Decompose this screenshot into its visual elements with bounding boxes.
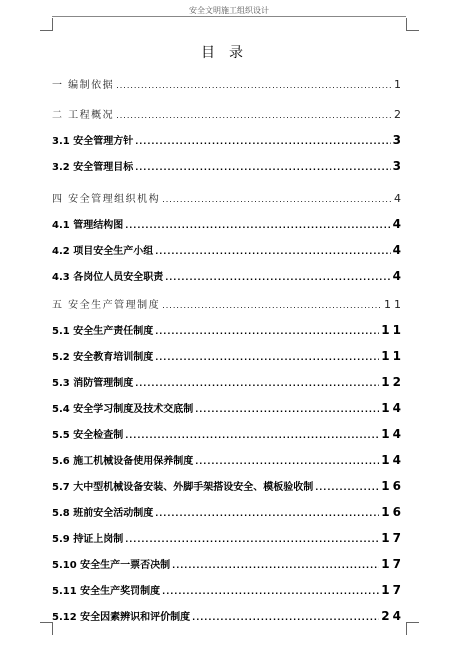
toc-leader-dots (155, 247, 390, 256)
toc-entry-page-number: 11 (381, 349, 404, 363)
toc-entry-label: 5.10 安全生产一票否决制 (52, 560, 171, 571)
toc-entry[interactable] (52, 216, 404, 231)
toc-leader-dots (155, 327, 379, 336)
toc-entry-page-number: 14 (381, 453, 404, 467)
toc-entry[interactable] (52, 242, 404, 257)
toc-entry-page-number: 3 (392, 159, 404, 173)
toc-leader-dots (195, 405, 379, 414)
toc-entry-label: 3.2 安全管理目标 (52, 162, 134, 173)
toc-leader-dots (162, 195, 392, 204)
toc-entry-label: 5.1 安全生产责任制度 (52, 326, 154, 337)
toc-leader-dots (162, 301, 382, 310)
toc-entry[interactable] (52, 608, 404, 623)
toc-entry[interactable] (52, 426, 404, 441)
toc-entry-page-number: 12 (381, 375, 404, 389)
toc-entry[interactable] (52, 296, 404, 311)
toc-entry[interactable] (52, 582, 404, 597)
toc-entry-page-number: 4 (392, 243, 404, 257)
toc-entry[interactable] (52, 478, 404, 493)
toc-entry-page-number: 11 (384, 298, 404, 311)
toc-entry-page-number: 1 (394, 78, 404, 91)
toc-entry-label: 一 编制依据 (52, 80, 115, 91)
toc-entry-page-number: 11 (381, 323, 404, 337)
toc-entry[interactable] (52, 504, 404, 519)
toc-leader-dots (162, 587, 379, 596)
toc-entry-page-number: 2 (394, 108, 404, 121)
toc-entry[interactable] (52, 322, 404, 337)
toc-entry-label: 5.3 消防管理制度 (52, 378, 134, 389)
toc-entry-label: 5.2 安全教育培训制度 (52, 352, 154, 363)
toc-entry-label: 4.3 各岗位人员安全职责 (52, 272, 164, 283)
toc-leader-dots (125, 431, 379, 440)
toc-entry[interactable] (52, 76, 404, 91)
toc-leader-dots (135, 163, 390, 172)
toc-entry[interactable] (52, 400, 404, 415)
toc-leader-dots (165, 273, 390, 282)
toc-leader-dots (116, 81, 392, 90)
toc-entry-label: 5.7 大中型机械设备安装、外脚手架搭设安全、模板验收制 (52, 482, 314, 493)
toc-entry-page-number: 14 (381, 401, 404, 415)
toc-leader-dots (125, 535, 379, 544)
toc-entry-page-number: 4 (392, 269, 404, 283)
toc-entry-page-number: 16 (381, 505, 404, 519)
toc-leader-dots (116, 111, 392, 120)
toc-entry[interactable] (52, 530, 404, 545)
toc-entry-label: 二 工程概况 (52, 110, 115, 121)
header-divider (52, 16, 406, 17)
crop-mark-top-left (40, 18, 53, 31)
toc-entry-page-number: 17 (381, 531, 404, 545)
toc-entry[interactable] (52, 132, 404, 147)
toc-leader-dots (135, 137, 390, 146)
toc-entry-page-number: 17 (381, 583, 404, 597)
toc-entry-page-number: 24 (381, 609, 404, 623)
toc-entry-page-number: 17 (381, 557, 404, 571)
toc-entry-label: 五 安全生产管理制度 (52, 300, 161, 311)
toc-entry[interactable] (52, 374, 404, 389)
toc-entry[interactable] (52, 106, 404, 121)
toc-entry-label: 4.1 管理结构图 (52, 220, 124, 231)
toc-leader-dots (155, 509, 379, 518)
toc-entry[interactable] (52, 268, 404, 283)
toc-entry-label: 5.6 施工机械设备使用保养制度 (52, 456, 194, 467)
toc-leader-dots (172, 561, 379, 570)
toc-entry-label: 5.4 安全学习制度及技术交底制 (52, 404, 194, 415)
toc-entry-page-number: 4 (392, 217, 404, 231)
toc-entry-label: 4.2 项目安全生产小组 (52, 246, 154, 257)
crop-mark-top-right (406, 18, 419, 31)
running-header: 安全文明施工组织设计 (189, 6, 269, 15)
toc-entry-page-number: 16 (381, 479, 404, 493)
toc-entry-label: 5.8 班前安全活动制度 (52, 508, 154, 519)
crop-mark-bottom-right (406, 622, 419, 635)
toc-entry[interactable] (52, 348, 404, 363)
toc-entry-label: 5.11 安全生产奖罚制度 (52, 586, 161, 597)
toc-entry-label: 5.12 安全因素辨识和评价制度 (52, 612, 191, 623)
toc-entry-label: 5.9 持证上岗制 (52, 534, 124, 545)
toc-leader-dots (315, 483, 379, 492)
toc-entry[interactable] (52, 190, 404, 205)
toc-entry[interactable] (52, 158, 404, 173)
toc-entry[interactable] (52, 556, 404, 571)
page-title: 目录 (201, 45, 257, 61)
toc-leader-dots (155, 353, 379, 362)
toc-leader-dots (192, 613, 379, 622)
toc-entry-page-number: 4 (394, 192, 404, 205)
toc-entry-label: 四 安全管理组织机构 (52, 194, 161, 205)
toc-entry[interactable] (52, 452, 404, 467)
toc-leader-dots (125, 221, 390, 230)
toc-entry-page-number: 3 (392, 133, 404, 147)
toc-entry-page-number: 14 (381, 427, 404, 441)
toc-leader-dots (135, 379, 379, 388)
toc-leader-dots (195, 457, 379, 466)
toc-entry-label: 3.1 安全管理方针 (52, 136, 134, 147)
toc-entry-label: 5.5 安全检查制 (52, 430, 124, 441)
crop-mark-bottom-left (40, 622, 53, 635)
